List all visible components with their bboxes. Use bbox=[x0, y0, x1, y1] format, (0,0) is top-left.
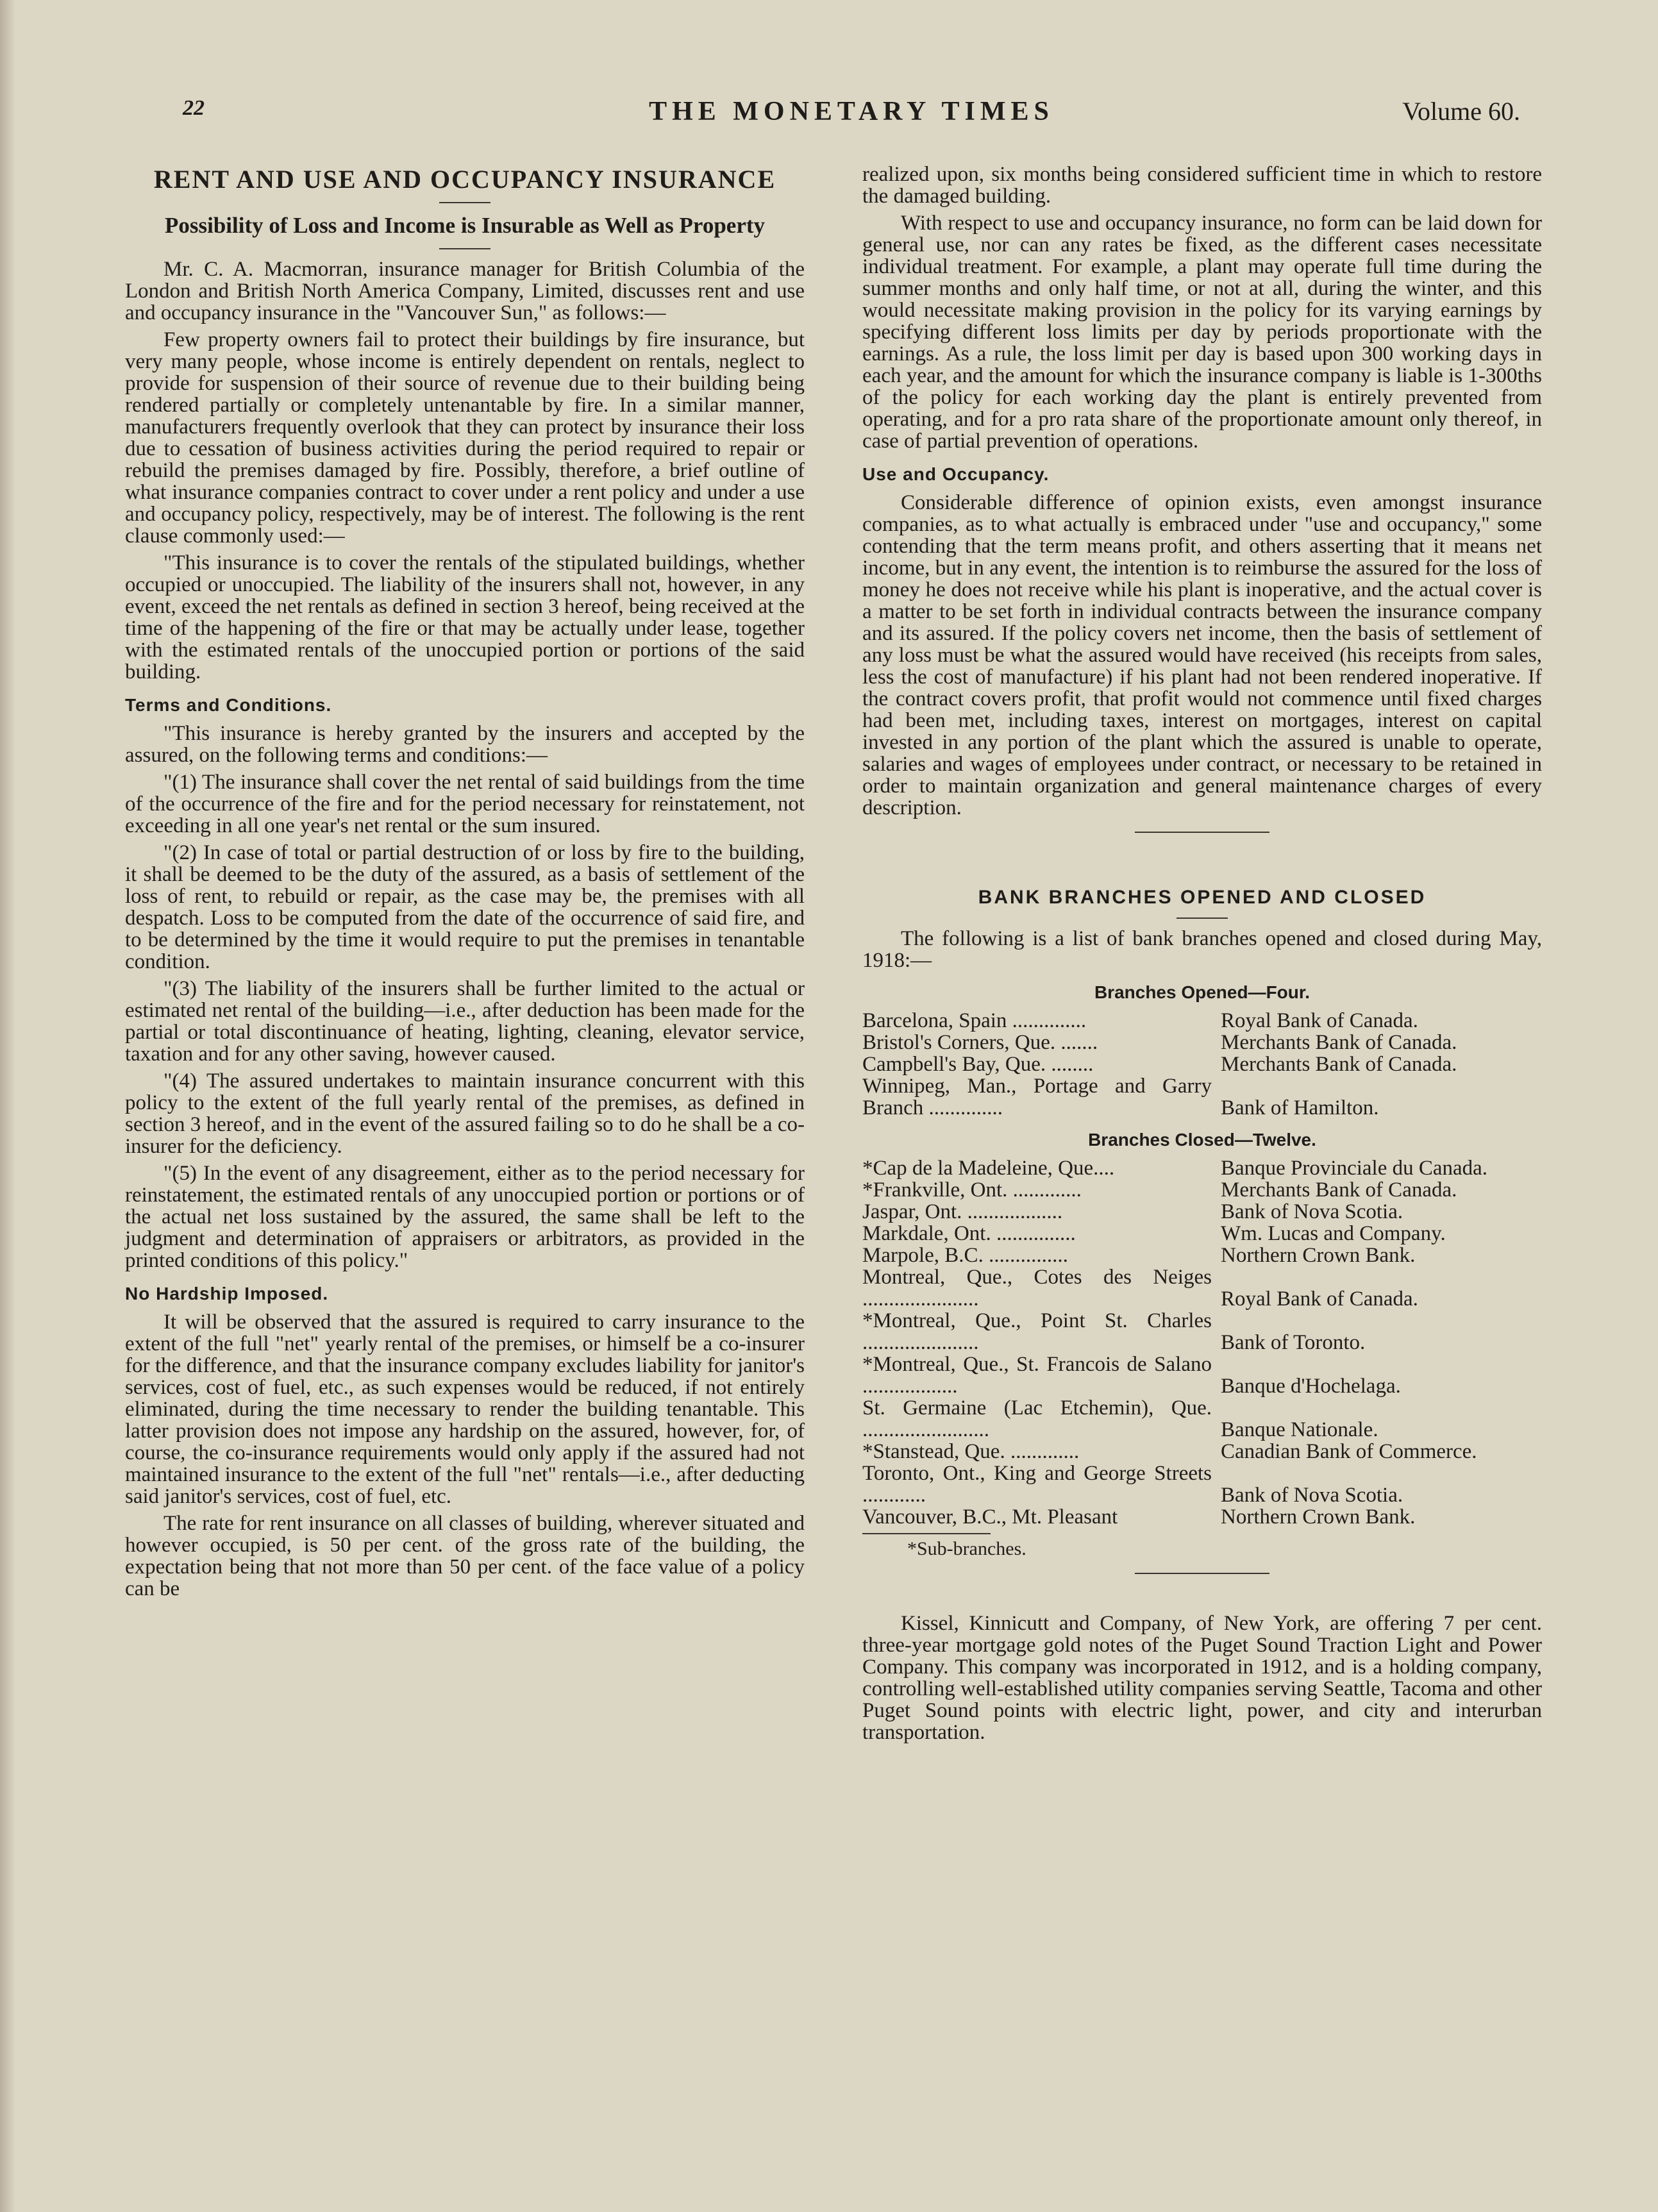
branch-place: Toronto, Ont., King and George Streets ............ bbox=[862, 1462, 1212, 1507]
right-column bbox=[862, 163, 1542, 1748]
bank-section-title: BANK BRANCHES OPENED AND CLOSED bbox=[978, 887, 1427, 908]
body-paragraph: Few property owners fail to protect their buildings by fire insurance, but very many people, whose income is entirely dependent on rentals, neglect to provide for suspension of their source of revenue due to their building being rendered partially or completely untenantable by fire. In a similar manner, manufacturers frequently overlook that they can protect by insurance their loss due to cessation of business activities during the period required to repair or rebuild the premises damaged by fire. Possibly, therefore, a brief outline of what insurance companies contract to cover under a rent policy and under a use and occupancy policy, respectively, may be of interest. The following is the rent clause commonly used:— bbox=[125, 328, 805, 548]
branch-place: Bristol's Corners, Que. ....... bbox=[862, 1031, 1098, 1054]
page-number: 22 bbox=[183, 96, 205, 120]
article-title: RENT AND USE AND OCCUPANCY INSURANCE bbox=[153, 165, 776, 194]
branch-bank: Merchants Bank of Canada. bbox=[1221, 1053, 1457, 1076]
table-row bbox=[862, 1310, 1542, 1353]
branch-place: Winnipeg, Man., Portage and Garry Branch .............. bbox=[862, 1075, 1212, 1119]
continuation-paragraph: realized upon, six months being considered sufficient time in which to restore the damaged building. bbox=[862, 163, 1542, 208]
divider bbox=[1177, 917, 1228, 919]
table-row bbox=[862, 1075, 1542, 1119]
branch-bank: Royal Bank of Canada. bbox=[1221, 1287, 1418, 1311]
section-heading: Terms and Conditions. bbox=[125, 695, 332, 715]
closed-heading: Branches Closed—Twelve. bbox=[1088, 1130, 1316, 1150]
table-row bbox=[862, 1506, 1542, 1528]
table-row bbox=[862, 1266, 1542, 1310]
branch-place: *Montreal, Que., Point St. Charles ...................... bbox=[862, 1309, 1212, 1354]
table-row bbox=[862, 1010, 1542, 1032]
branch-place: *Cap de la Madeleine, Que.... bbox=[862, 1157, 1115, 1180]
terms-paragraph: "(4) The assured undertakes to maintain insurance concurrent with this policy to the extent of the full yearly rental of the premises, as defined in section 3 hereof, and in the event of the assured failing so to do he shall be a co-insurer for the deficiency. bbox=[125, 1069, 805, 1158]
branch-place: Jaspar, Ont. .................. bbox=[862, 1200, 1063, 1223]
left-column bbox=[125, 163, 805, 1605]
table-row bbox=[862, 1244, 1542, 1266]
branch-bank: Northern Crown Bank. bbox=[1221, 1505, 1416, 1529]
branch-bank: Bank of Toronto. bbox=[1221, 1331, 1366, 1354]
table-row bbox=[862, 1201, 1542, 1223]
rent-clause-paragraph: "This insurance is to cover the rentals of the stipulated buildings, whether occupied or unoccupied. The liability of the insurers shall not, however, in any event, exceed the net rentals as defined in section 3 hereof, being received at the time of the happening of the fire or that may be actually under lease, together with the estimated rentals of the unoccupied portion or portions of the said building. bbox=[125, 551, 805, 683]
branch-bank: Banque Nationale. bbox=[1221, 1418, 1378, 1441]
journal-title: THE MONETARY TIMES bbox=[649, 97, 1054, 126]
table-row bbox=[862, 1441, 1542, 1462]
volume-label: Volume 60. bbox=[1402, 97, 1520, 126]
table-row bbox=[862, 1397, 1542, 1441]
branch-place: St. Germaine (Lac Etchemin), Que. ........................ bbox=[862, 1396, 1212, 1441]
divider bbox=[862, 1533, 991, 1534]
branch-bank: Bank of Hamilton. bbox=[1221, 1096, 1379, 1119]
branch-bank: Northern Crown Bank. bbox=[1221, 1244, 1416, 1267]
branch-bank: Bank of Nova Scotia. bbox=[1221, 1200, 1403, 1223]
section-heading: No Hardship Imposed. bbox=[125, 1284, 329, 1303]
terms-paragraph: "This insurance is hereby granted by the insurers and accepted by the assured, on the following terms and conditions:— bbox=[125, 722, 805, 767]
hardship-paragraph: It will be observed that the assured is required to carry insurance to the extent of the full "net" yearly rental of the premises, or himself be a co-insurer for the difference, and that the insurance company excludes liability for janitor's services, cost of fuel, etc., as such expenses would be reduced, if not entirely eliminated, during the time necessary to render the building tenantable. This latter provision does not impose any hardship on the assured, however, for, of course, the co-insurance requirements would only apply if the assured had not maintained insurance to the extent of the full "net" rentals—i.e., after deducting said janitor's services, cost of fuel, etc. bbox=[125, 1311, 805, 1508]
running-head bbox=[183, 96, 1520, 135]
use-paragraph: Considerable difference of opinion exists, even amongst insurance companies, as to what actually is embraced under "use and occupancy," some contending that the term means profit, and others asserting that it means net income, but in any event, the intention is to reimburse the assured for the loss of money he does not receive while his plant is inoperative, and the actual cover is a matter to be set forth in individual contracts between the insurance company and its assured. If the policy covers net income, then the basis of settlement of any loss must be what the assured would have received (his receipts from sales, less the cost of manufacture) if his plant had not been rendered inoperative. If the contract covers profit, that profit would not commence until fixed charges had been met, including taxes, interest on mortgages, interest on capital invested in any portion of the plant which the assured is unable to operate, salaries and wages of employees under contract, or necessary to be retained in order to maintain organization and general maintenance charges of every description. bbox=[862, 491, 1542, 819]
bank-intro: The following is a list of bank branches opened and closed during May, 1918:— bbox=[862, 927, 1542, 972]
hardship-paragraph: The rate for rent insurance on all classes of building, wherever situated and however occupied, is 50 per cent. of the gross rate of the building, the expectation being that not more than 50 per cent. of the face value of a policy can be bbox=[125, 1512, 805, 1600]
branch-place: Montreal, Que., Cotes des Neiges ...................... bbox=[862, 1266, 1212, 1311]
opened-table bbox=[862, 1010, 1542, 1119]
branch-place: Barcelona, Spain .............. bbox=[862, 1009, 1087, 1032]
intro-paragraph: Mr. C. A. Macmorran, insurance manager for British Columbia of the London and British North America Company, Limited, discusses rent and use and occupancy insurance in the "Vancouver Sun," as follows:— bbox=[125, 258, 805, 324]
branch-place: Campbell's Bay, Que. ........ bbox=[862, 1053, 1094, 1076]
kissel-paragraph: Kissel, Kinnicutt and Company, of New York, are offering 7 per cent. three-year mortgage gold notes of the Puget Sound Traction Light and Power Company. This company was incorporated in 1912, and is a holding company, controlling well-established utility companies serving Seattle, Tacoma and other Puget Sound points with electric light, power, and city and interurban transportation. bbox=[862, 1612, 1542, 1744]
divider bbox=[439, 248, 490, 249]
branch-bank: Merchants Bank of Canada. bbox=[1221, 1178, 1457, 1202]
body-paragraph: With respect to use and occupancy insurance, no form can be laid down for general use, nor can any rates be fixed, as the different cases necessitate individual treatment. For example, a plant may operate full time during the summer months and only half time, or not at all, during the winter, and this would necessitate making provision in the policy for its varying earnings by specifying different loss limits per day by periods proportionate with the earnings. As a rule, the loss limit per day is based upon 300 working days in each year, and the amount for which the insurance company is liable is 1-300ths of the policy for each working day the plant is entirely prevented from operating, and for a pro rata share of the proportionate amount only thereof, in case of partial prevention of operations. bbox=[862, 212, 1542, 453]
table-row bbox=[862, 1157, 1542, 1179]
branch-place: Vancouver, B.C., Mt. Pleasant bbox=[862, 1505, 1118, 1529]
branch-bank: Bank of Nova Scotia. bbox=[1221, 1484, 1403, 1507]
divider bbox=[1135, 832, 1269, 833]
branch-bank: Wm. Lucas and Company. bbox=[1221, 1222, 1446, 1245]
branch-place: *Montreal, Que., St. Francois de Salano .................. bbox=[862, 1353, 1212, 1398]
branch-bank: Banque d'Hochelaga. bbox=[1221, 1375, 1401, 1398]
terms-paragraph: "(3) The liability of the insurers shall be further limited to the actual or estimated net rental of the building—i.e., after deduction has been made for the partial or total discontinuance of heating, lighting, cleaning, elevator service, taxation and for any other saving, however caused. bbox=[125, 977, 805, 1066]
table-row bbox=[862, 1462, 1542, 1506]
branch-place: Markdale, Ont. ............... bbox=[862, 1222, 1076, 1245]
branch-bank: Merchants Bank of Canada. bbox=[1221, 1031, 1457, 1054]
branch-place: Marpole, B.C. ............... bbox=[862, 1244, 1068, 1267]
branch-bank: Royal Bank of Canada. bbox=[1221, 1009, 1418, 1032]
table-row bbox=[862, 1053, 1542, 1075]
terms-paragraph: "(2) In case of total or partial destruction of or loss by fire to the building, it shall be deemed to be the duty of the assured, as a basis of settlement of the loss of rent, to rebuild or repair, as the case may be, the premises with all despatch. Loss to be computed from the date of the occurrence of said fire, and to be determined by the time it would require to put the premises in tenantable condition. bbox=[125, 841, 805, 973]
branch-bank: Canadian Bank of Commerce. bbox=[1221, 1440, 1477, 1463]
section-heading: Use and Occupancy. bbox=[862, 464, 1050, 484]
table-row bbox=[862, 1223, 1542, 1244]
branch-place: *Frankville, Ont. ............. bbox=[862, 1178, 1082, 1202]
closed-table bbox=[862, 1157, 1542, 1528]
divider bbox=[439, 202, 490, 203]
branch-place: *Stanstead, Que. ............. bbox=[862, 1440, 1080, 1463]
table-row bbox=[862, 1179, 1542, 1201]
table-row bbox=[862, 1032, 1542, 1053]
footnote: *Sub-branches. bbox=[907, 1538, 1026, 1559]
opened-heading: Branches Opened—Four. bbox=[1094, 982, 1310, 1002]
terms-paragraph: "(1) The insurance shall cover the net rental of said buildings from the time of the occurrence of the fire and for the period necessary for reinstatement, not exceeding in all one year's net rental or the sum insured. bbox=[125, 771, 805, 837]
branch-bank: Banque Provinciale du Canada. bbox=[1221, 1157, 1488, 1180]
divider bbox=[1135, 1573, 1269, 1574]
page-edge bbox=[0, 0, 15, 2212]
article-subtitle: Possibility of Loss and Income is Insurable as Well as Property bbox=[164, 213, 766, 238]
terms-paragraph: "(5) In the event of any disagreement, either as to the period necessary for reinstatement, the estimated rentals of any unoccupied portion or portions or of the actual net loss sustained by the assured, the same shall be left to the judgment and determination of appraisers or arbitrators, as provided in the printed conditions of this policy." bbox=[125, 1162, 805, 1272]
table-row bbox=[862, 1353, 1542, 1397]
